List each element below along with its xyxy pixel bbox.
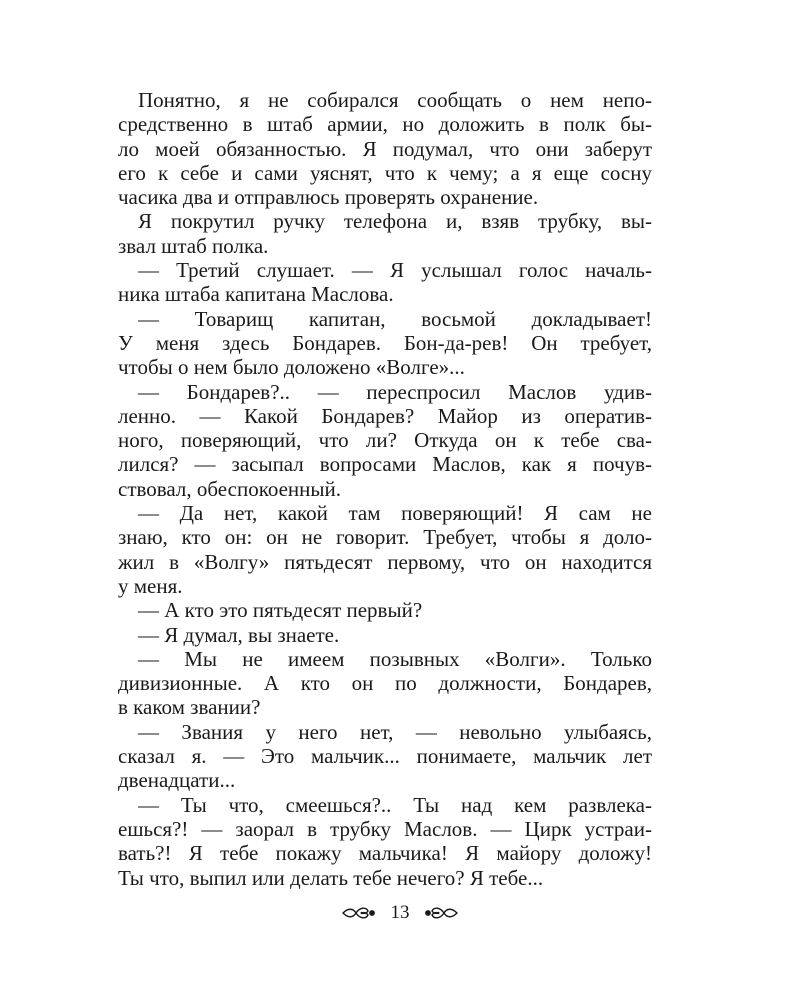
text-line: дивизионные. А кто он по должности, Бондарев,	[118, 671, 652, 696]
paragraph	[118, 720, 652, 793]
paragraph	[118, 88, 652, 209]
text-line: у меня.	[118, 573, 183, 598]
text-line: — Я думал, вы знаете.	[138, 622, 340, 647]
text-line: сказал я. — Это мальчик... понимаете, мальчик лет	[118, 744, 652, 769]
right-ornament-icon	[424, 905, 458, 921]
text-line: звал штаб полка.	[118, 233, 269, 258]
paragraph	[118, 380, 652, 501]
page-body	[118, 88, 652, 890]
page-number: 13	[390, 901, 410, 923]
text-line: — Товарищ капитан, восьмой докладывает!	[138, 306, 652, 331]
paragraph	[118, 793, 652, 890]
text-line: лился? — засыпал вопросами Маслов, как я почув-	[118, 452, 652, 477]
paragraph	[118, 598, 652, 622]
text-line: чтобы о нем было доложено «Волге»...	[118, 355, 465, 380]
text-line: жил в «Волгу» пятьдесят первому, что он находится	[118, 549, 652, 574]
paragraph	[118, 501, 652, 598]
text-line: У меня здесь Бондарев. Бон-да-рев! Он требует,	[118, 330, 652, 355]
text-line: Ты что, выпил или делать тебе нечего? Я тебе...	[118, 865, 544, 890]
text-line: ного, поверяющий, что ли? Откуда он к тебе сва-	[118, 428, 652, 453]
text-line: — А кто это пятьдесят первый?	[138, 598, 423, 623]
text-line: знаю, кто он: он не говорит. Требует, чтобы я доло-	[118, 525, 652, 550]
text-line: двенадцати...	[118, 768, 236, 793]
text-line: — Звания у него нет, — невольно улыбаясь,	[138, 719, 652, 744]
text-line: ло моей обязанностью. Я подумал, что они заберут	[118, 136, 652, 161]
text-line: — Бондарев?.. — переспросил Маслов удив-	[138, 379, 652, 404]
paragraph	[118, 209, 652, 258]
paragraph	[118, 647, 652, 720]
text-line: его к себе и сами уяснят, что к чему; а я еще сосну	[118, 160, 652, 185]
text-line: вать?! Я тебе покажу мальчика! Я майору доложу!	[118, 841, 652, 866]
text-line: — Ты что, смеешься?.. Ты над кем развлека-	[138, 792, 652, 817]
text-line: ника штаба капитана Маслова.	[118, 282, 394, 307]
text-line: часика два и отправлюсь проверять охранение.	[118, 185, 539, 210]
text-line: ствовал, обеспокоенный.	[118, 476, 341, 501]
text-line: ешься?! — заорал в трубку Маслов. — Цирк устраи-	[118, 816, 652, 841]
text-line: — Мы не имеем позывных «Волги». Только	[138, 646, 652, 671]
left-ornament-icon	[342, 905, 376, 921]
text-line: в каком звании?	[118, 695, 261, 720]
paragraph	[118, 258, 652, 307]
text-line: — Да нет, какой там поверяющий! Я сам не	[138, 501, 652, 526]
paragraph	[118, 307, 652, 380]
paragraph	[118, 623, 652, 647]
text-line: ленно. — Какой Бондарев? Майор из оператив-	[118, 403, 652, 428]
page-footer	[0, 901, 800, 924]
text-line: — Третий слушает. — Я услышал голос началь-	[138, 258, 652, 283]
text-line: Понятно, я не собирался сообщать о нем непо-	[138, 88, 652, 112]
text-line: средственно в штаб армии, но доложить в полк бы-	[118, 112, 652, 137]
text-line: Я покрутил ручку телефона и, взяв трубку, вы-	[138, 209, 652, 234]
